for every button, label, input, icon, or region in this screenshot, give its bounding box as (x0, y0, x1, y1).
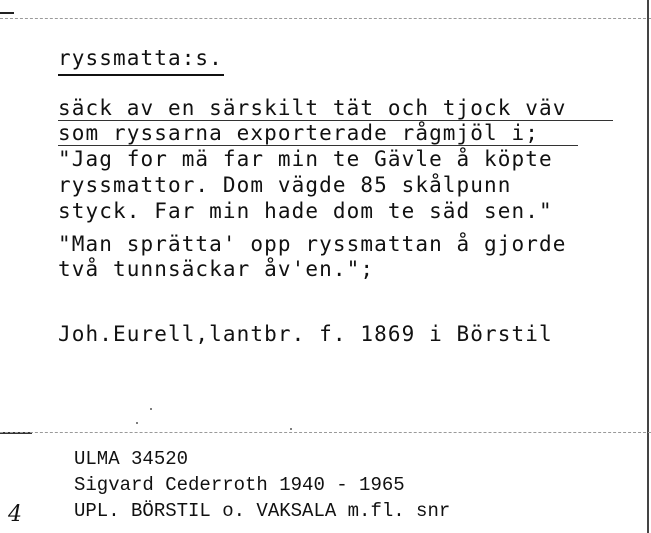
headword: ryssmatta:s. (58, 46, 223, 70)
card-number: 4 (8, 502, 22, 527)
paper-speck (290, 428, 292, 430)
quote-line-5: två tunnsäckar åv'en."; (58, 257, 375, 281)
quote-line-1: "Jag for mä far min te Gävle å köpte (58, 147, 553, 171)
definition-line-1: säck av en särskilt tät och tjock väv (58, 96, 567, 120)
top-divider (0, 18, 651, 19)
quote-line-3: styck. Far min hade dom te säd sen." (58, 199, 553, 223)
top-edge-mark (0, 12, 14, 14)
archive-divider (0, 432, 651, 433)
definition-underline-2 (58, 145, 578, 146)
definition-line-2: som ryssarna exporterade rågmjöl i; (58, 121, 540, 145)
card-right-edge (647, 0, 649, 533)
headword-underline (58, 74, 224, 76)
paper-speck (136, 422, 138, 424)
paper-speck (150, 408, 152, 410)
archive-location: UPL. BÖRSTIL o. VAKSALA m.fl. snr (74, 500, 451, 522)
archive-collection: ULMA 34520 (74, 448, 189, 470)
quote-line-4: "Man sprätta' opp ryssmattan å gjorde (58, 232, 567, 256)
informant-line: Joh.Eurell,lantbr. f. 1869 i Börstil (58, 322, 553, 346)
archive-collector: Sigvard Cederroth 1940 - 1965 (74, 474, 405, 496)
quote-line-2: ryssmattor. Dom vägde 85 skålpunn (58, 173, 512, 197)
